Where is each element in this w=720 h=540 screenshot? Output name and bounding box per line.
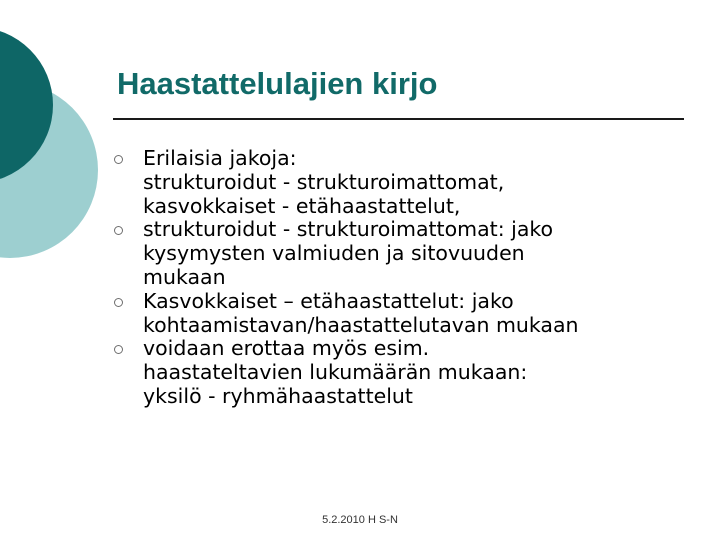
bullet-line: kasvokkaiset - etähaastattelut, xyxy=(143,193,461,218)
bullet-list xyxy=(112,147,692,409)
hollow-circle-bullet-icon xyxy=(114,226,123,235)
bullet-line: Erilaisia jakoja: xyxy=(143,146,297,170)
slide-footer: 5.2.2010 H S-N xyxy=(322,514,398,526)
bullet-line: haastateltavien lukumäärän mukaan: xyxy=(143,360,528,385)
decorative-teal-circles xyxy=(0,0,110,300)
bullet-line: kohtaamistavan/haastattelutavan mukaan xyxy=(143,312,579,337)
bullet-item xyxy=(112,147,692,218)
dark-teal-circle xyxy=(0,27,53,183)
bullet-line: strukturoidut - strukturoimattomat, xyxy=(143,169,505,194)
title-divider xyxy=(113,118,684,120)
hollow-circle-bullet-icon xyxy=(114,345,123,354)
bullet-line: voidaan erottaa myös esim. xyxy=(143,336,430,361)
bullet-line: yksilö - ryhmähaastattelut xyxy=(143,383,413,408)
bullet-line: mukaan xyxy=(143,264,226,289)
bullet-item xyxy=(112,290,692,338)
bullet-item xyxy=(112,337,692,408)
hollow-circle-bullet-icon xyxy=(114,155,123,164)
slide-title: Haastattelulajien kirjo xyxy=(117,66,438,101)
bullet-item xyxy=(112,218,692,289)
light-teal-circle xyxy=(0,82,98,258)
bullet-line: Kasvokkaiset – etähaastattelut: jako xyxy=(143,288,514,313)
hollow-circle-bullet-icon xyxy=(114,298,123,307)
bullet-line: strukturoidut - strukturoimattomat: jako xyxy=(143,217,554,242)
bullet-line: kysymysten valmiuden ja sitovuuden xyxy=(143,241,525,266)
